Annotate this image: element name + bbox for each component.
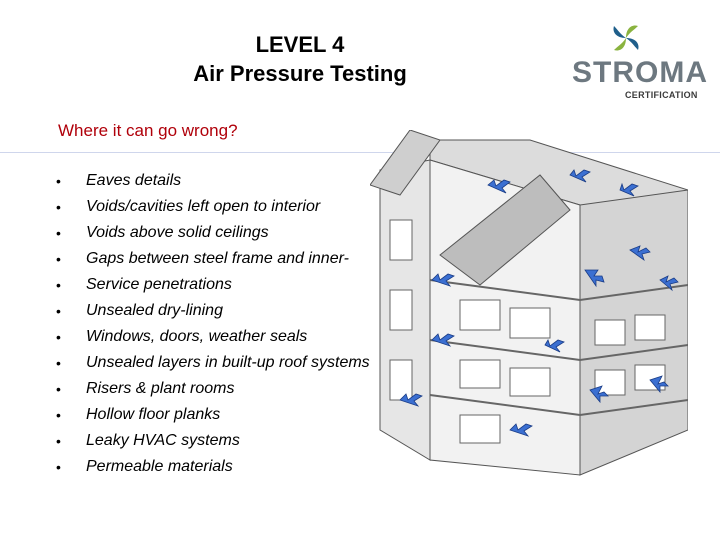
list-item-text: Gaps between steel frame and inner-: [86, 250, 349, 267]
slide-title: [130, 30, 470, 88]
list-item-text: Hollow floor planks: [86, 406, 221, 423]
list-item-text: Leaky HVAC systems: [86, 432, 240, 449]
stroma-logo: [568, 20, 708, 102]
list-item: [52, 220, 392, 246]
bullet-icon: •: [56, 433, 61, 449]
list-item-text: Risers & plant rooms: [86, 380, 235, 397]
logo-tagline: CERTIFICATION: [625, 90, 698, 100]
list-item-text: Permeable materials: [86, 458, 233, 475]
list-item: [52, 350, 392, 376]
list-item: [52, 324, 392, 350]
subheading: Where it can go wrong?: [58, 121, 238, 140]
list-item: [52, 428, 392, 454]
list-item: [52, 246, 392, 272]
bullet-icon: •: [56, 407, 61, 423]
title-line-1: LEVEL 4: [255, 32, 345, 57]
list-item: [52, 402, 392, 428]
list-item-text: Service penetrations: [86, 276, 232, 293]
list-item: [52, 272, 392, 298]
bullet-icon: •: [56, 329, 61, 345]
stroma-pinwheel-icon: [608, 20, 644, 56]
bullet-icon: •: [56, 251, 61, 267]
list-item-text: Eaves details: [86, 172, 182, 189]
list-item-text: Unsealed dry-lining: [86, 302, 223, 319]
list-item: [52, 168, 392, 194]
list-item-text: Voids above solid ceilings: [86, 224, 269, 241]
bullet-icon: •: [56, 459, 61, 475]
bullet-icon: •: [56, 303, 61, 319]
list-item-text: Voids/cavities left open to interior: [86, 198, 321, 215]
bullet-icon: •: [56, 277, 61, 293]
title-line-2: Air Pressure Testing: [193, 61, 407, 86]
building-cutaway-illustration: [370, 130, 688, 480]
bullet-icon: •: [56, 355, 61, 371]
list-item: [52, 376, 392, 402]
list-item: [52, 298, 392, 324]
bullet-icon: •: [56, 381, 61, 397]
list-item: [52, 194, 392, 220]
list-item: [52, 454, 392, 480]
issue-list: [52, 168, 392, 480]
list-item-text: Windows, doors, weather seals: [86, 328, 308, 345]
logo-wordmark: STROMA: [572, 56, 708, 89]
bullet-icon: •: [56, 173, 61, 189]
bullet-icon: •: [56, 199, 61, 215]
bullet-icon: •: [56, 225, 61, 241]
list-item-text: Unsealed layers in built-up roof systems: [86, 354, 370, 371]
